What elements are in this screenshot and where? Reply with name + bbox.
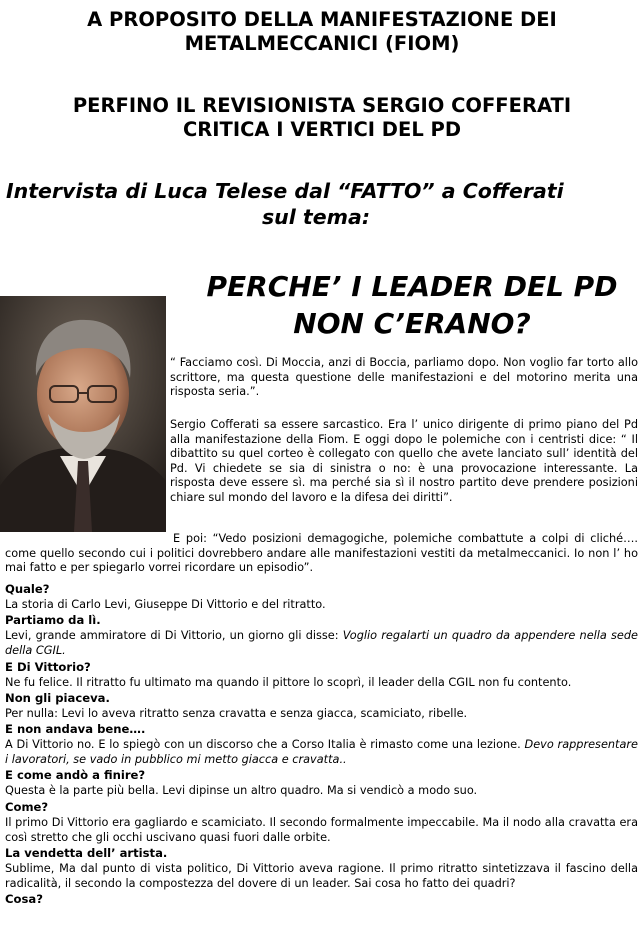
paragraph-cofferati-statement: Sergio Cofferati sa essere sarcastico. Era l’ unico dirigente di primo piano del Pd alla manifestazione della Fiom. E oggi dopo le polemiche con i centristi dice: “ Il dibattito su quel corteo è collegato con quello che avete lanciato sull’ identità del Pd. Vi chiedete se sia di sinistra o no: è una provocazione interessante. La risposta deve essere sì. ma perché sia sì il nostro partito deve prendere posizioni chiare sul mondo del lavoro e la difesa dei diritti”. — [170, 418, 638, 504]
qa-item — [5, 767, 638, 798]
answer-text: Sublime, Ma dal punto di vista politico, Di Vittorio aveva ragione. Il primo ritratto sintetizzava il fascino della radicalità, il secondo la compostezza del dovere di un leader. Sai cosa ho fatto dei quadri? — [5, 862, 638, 891]
interview-intro — [6, 178, 626, 230]
headline-subject-line-2: CRITICA I VERTICI DEL PD — [182, 118, 462, 141]
portrait-photo — [0, 296, 166, 532]
main-title-line-1: PERCHE’ I LEADER DEL PD — [206, 270, 618, 303]
question: Partiamo da lì. — [5, 613, 101, 628]
interview-intro-line-1: Intervista di Luca Telese dal “FATTO” a Cofferati — [6, 179, 564, 203]
answer-text: A Di Vittorio no. E lo spiegò con un discorso che a Corso Italia è rimasto come una lezione. — [5, 738, 525, 752]
answer-text: La storia di Carlo Levi, Giuseppe Di Vittorio e del ritratto. — [5, 598, 326, 611]
portrait-image — [0, 296, 166, 532]
answer — [5, 783, 638, 798]
qa-item — [5, 581, 638, 612]
headline-top-line-2: METALMECCANICI (FIOM) — [184, 32, 460, 55]
answer-text: Il primo Di Vittorio era gagliardo e scamiciato. Il secondo formalmente impeccabile. Ma il nodo alla cravatta era così stretto che gli occhi uscivano quasi fuori dalle orbite. — [5, 815, 638, 844]
answer-text: Levi, grande ammiratore di Di Vittorio, un giorno gli disse: — [5, 629, 343, 643]
qa-item — [5, 721, 638, 767]
qa-item — [5, 690, 638, 721]
qa-item — [5, 612, 638, 658]
answer — [5, 597, 638, 612]
question: Quale? — [5, 582, 50, 596]
headline-top-line-1: A PROPOSITO DELLA MANIFESTAZIONE DEI — [87, 8, 557, 31]
interview-intro-line-2: sul tema: — [261, 205, 371, 229]
answer — [5, 861, 638, 891]
question: E non andava bene…. — [5, 722, 146, 737]
qa-item — [5, 799, 638, 845]
paragraph-episode-intro: E poi: “Vedo posizioni demagogiche, polemiche combattute a colpi di cliché…. come quello secondo cui i politici dovrebbero andare alle manifestazioni vestiti da metalmeccanici. Io non l’ ho mai fatto e per spiegarlo vorrei ricordare un episodio”. — [5, 532, 638, 575]
qa-item — [5, 891, 638, 907]
answer-italic-text: Voglio regalarti un quadro da appendere nella sede della CGIL. — [5, 629, 638, 658]
question: Non gli piaceva. — [5, 690, 110, 705]
answer-text: Ne fu felice. Il ritratto fu ultimato ma quando il pittore lo scoprì, il leader della CGIL non fu contento. — [5, 675, 572, 689]
headline-top — [0, 8, 644, 56]
headline-subject-line-1: PERFINO IL REVISIONISTA SERGIO COFFERATI — [72, 94, 572, 117]
question: La vendetta dell’ artista. — [5, 846, 168, 861]
question: Cosa? — [5, 892, 43, 907]
question: E come andò a finire? — [5, 768, 146, 783]
qa-item — [5, 845, 638, 891]
answer-italic-text: Devo rappresentare i lavoratori, se vado in pubblico mi metto giacca e cravatta.. — [5, 738, 638, 767]
answer-text: Questa è la parte più bella. Levi dipinse un altro quadro. Ma si vendicò a modo suo. — [5, 784, 478, 798]
paragraph-quote-opening: “ Facciamo così. Di Moccia, anzi di Boccia, parliamo dopo. Non voglio far torto allo scrittore, ma questa questione delle manifestazioni e del motorino merita una risposta seria.”. — [170, 356, 638, 399]
question: Come? — [5, 799, 49, 814]
answer — [5, 815, 638, 845]
main-title-line-2: NON C’ERANO? — [293, 307, 531, 340]
main-title — [180, 268, 644, 342]
answer — [5, 675, 638, 690]
interview-qa — [5, 581, 638, 907]
headline-subject — [0, 94, 644, 142]
question: E Di Vittorio? — [5, 659, 91, 674]
answer — [5, 706, 638, 721]
qa-item — [5, 659, 638, 690]
answer — [5, 628, 638, 658]
answer-text: Per nulla: Levi lo aveva ritratto senza cravatta e senza giacca, scamiciato, ribelle. — [5, 706, 468, 720]
answer — [5, 737, 638, 767]
